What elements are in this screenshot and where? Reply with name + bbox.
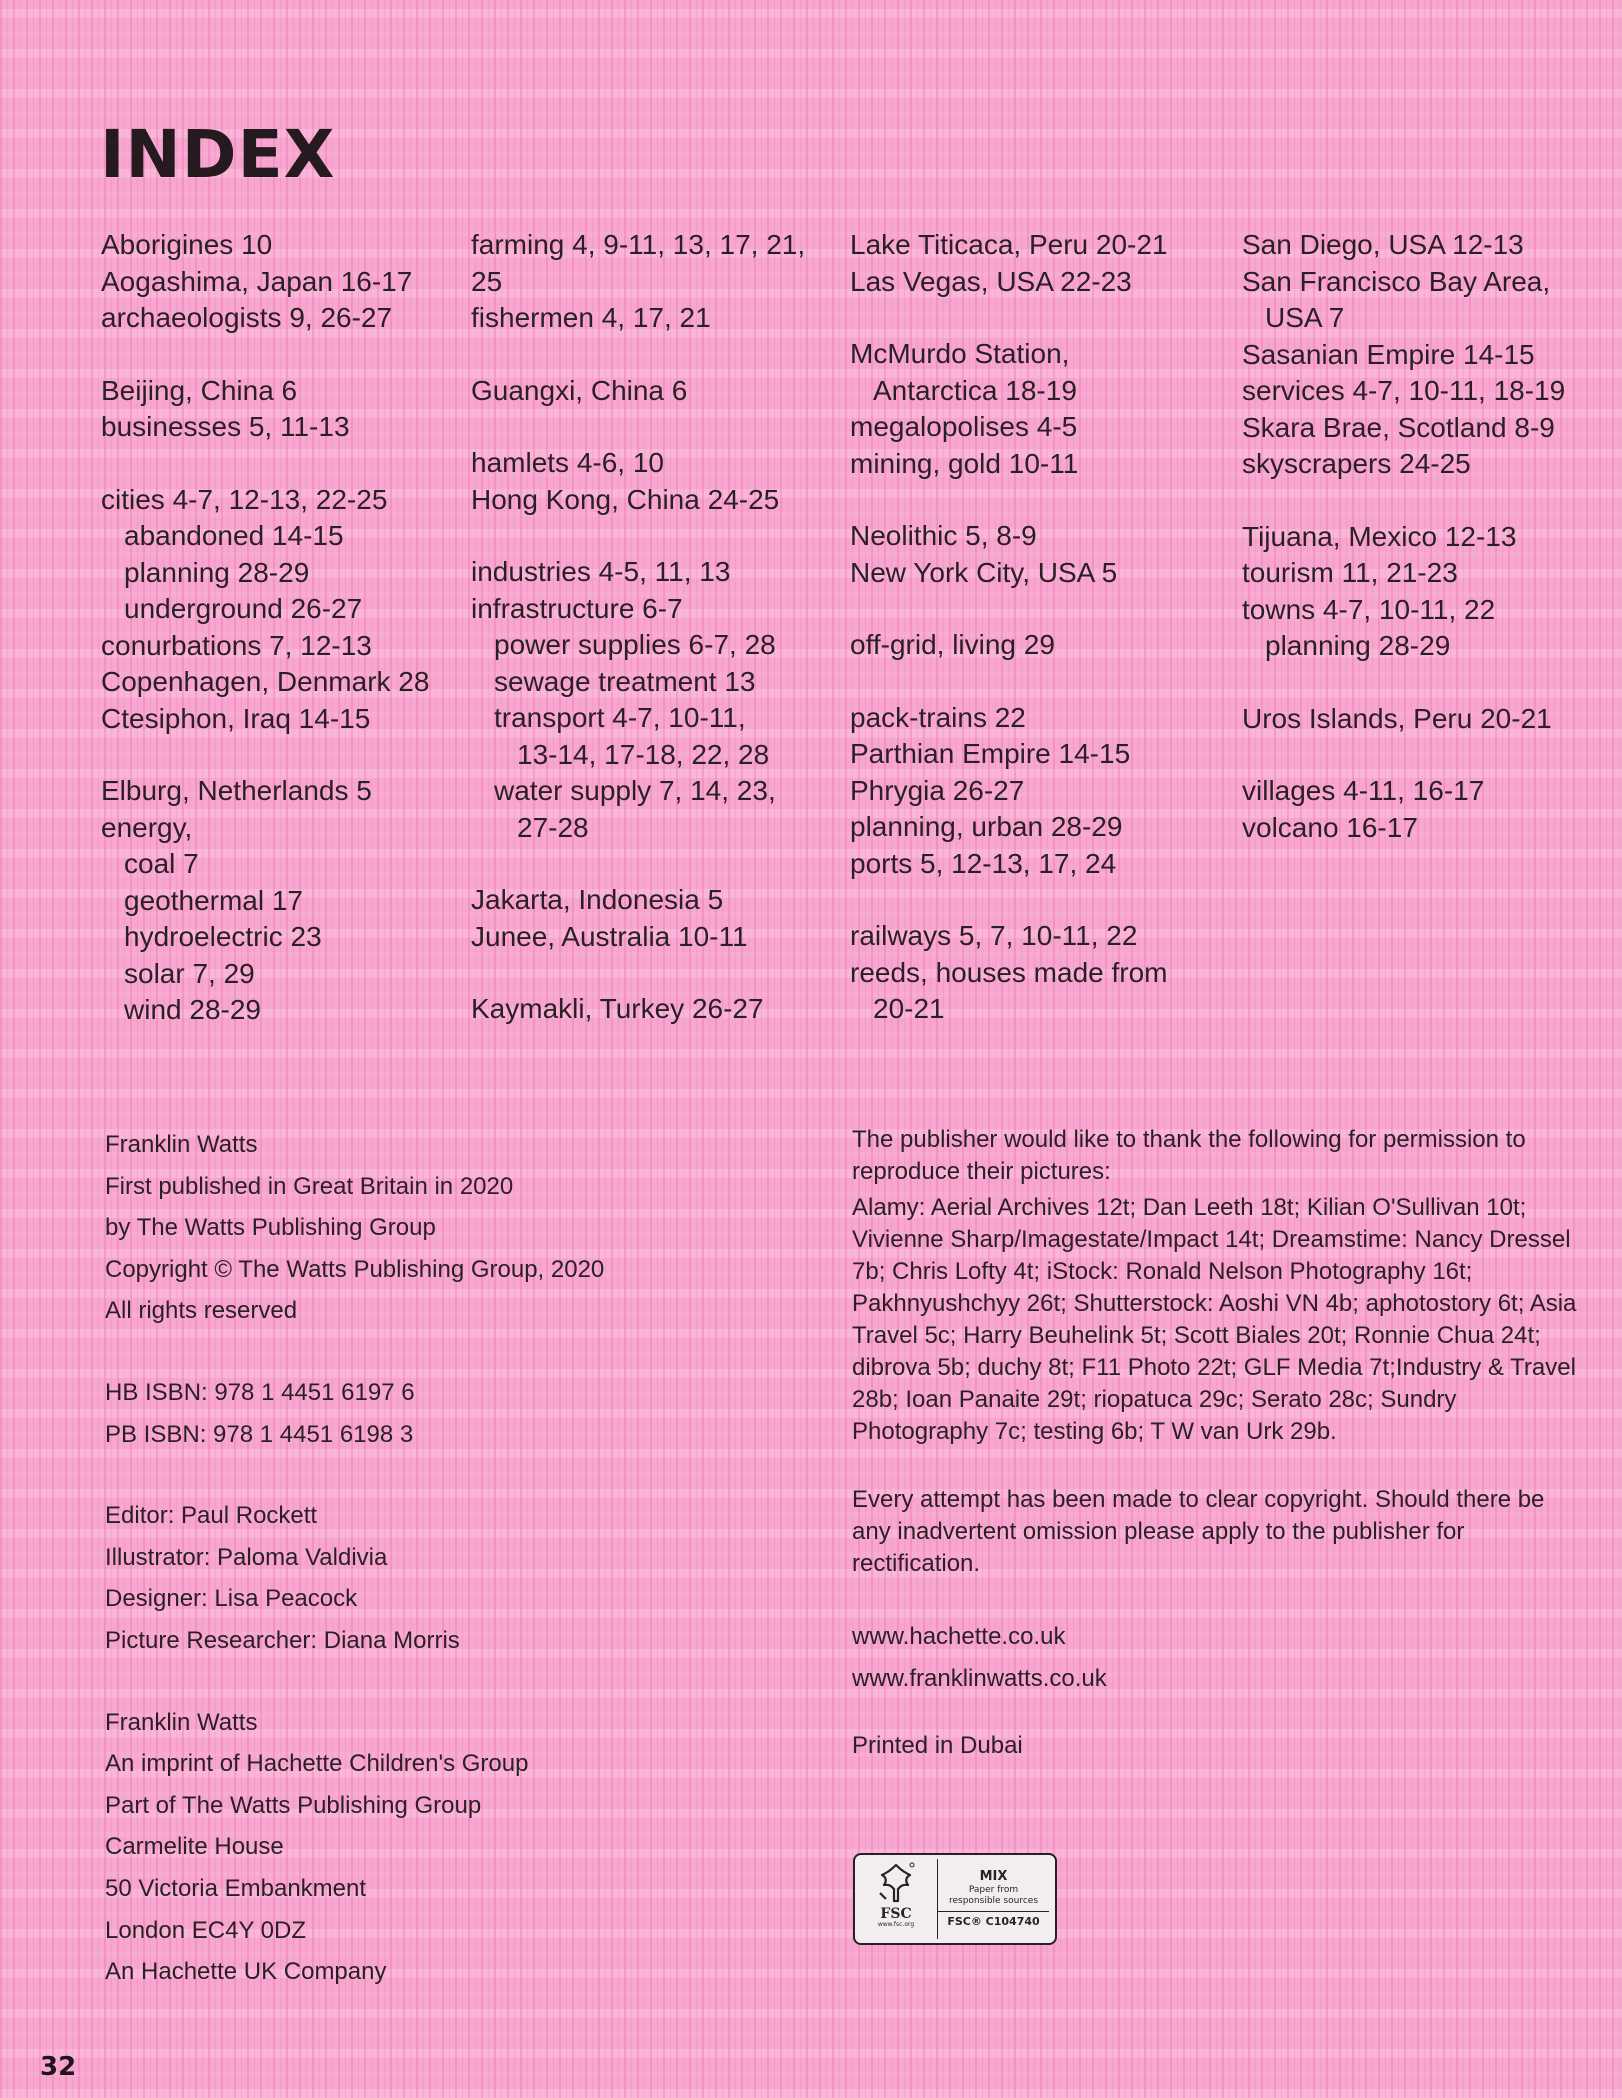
index-subentry: abandoned 14-15 [124,520,344,551]
imprint-line: All rights reserved [105,1297,298,1325]
isbn-info [105,1372,725,1455]
index-entry: hamlets 4-6, 10 [471,447,664,478]
imprint-line: Picture Researcher: Diana Morris [105,1626,460,1654]
index-entry: San Francisco Bay Area, [1242,265,1551,297]
index-entry: planning, urban 28-29 [850,811,1123,842]
index-entry: tourism 11, 21-23 [1242,557,1458,588]
website-link-hachette[interactable]: www.hachette.co.uk [852,1623,1066,1650]
index-column-1 [101,227,461,1029]
index-entry: Beijing, China 6 [101,374,298,406]
imprint-line: Carmelite House [105,1833,284,1861]
index-column-4 [1242,227,1582,846]
index-subentry: power supplies 6-7, 28 [494,629,776,660]
imprint-line: Designer: Lisa Peacock [105,1585,358,1613]
fsc-line-1: Paper from [968,1884,1019,1895]
fsc-label: FSC [880,1906,912,1922]
page-title: INDEX [100,116,336,193]
fsc-mix: MIX [979,1868,1008,1884]
imprint-line: HB ISBN: 978 1 4451 6197 6 [105,1378,415,1406]
index-subentry: USA 7 [1265,302,1345,333]
imprint-line: London EC4Y 0DZ [105,1916,307,1944]
index-entry: Jakarta, Indonesia 5 [471,884,724,915]
credits-intro: The publisher would like to thank the following for permission to reproduce their pictures: [852,1126,1526,1185]
fsc-code: FSC® C104740 [938,1911,1049,1930]
index-entry: Junee, Australia 10-11 [471,920,748,952]
index-subentry: water supply 7, 14, 23, [494,775,776,806]
index-entry: industries 4-5, 11, 13 [471,556,731,587]
staff-credits [105,1495,725,1661]
index-subentry: underground 26-27 [124,593,363,624]
index-entry: Sasanian Empire 14-15 [1242,338,1535,370]
index-entry: Phrygia 26-27 [850,774,1025,806]
index-entry: Kaymakli, Turkey 26-27 [471,993,764,1024]
publication-info [105,1124,725,1332]
index-entry: fishermen 4, 17, 21 [471,302,711,333]
index-subentry: transport 4-7, 10-11, [494,702,746,733]
imprint-line: First published in Great Britain in 2020 [105,1172,514,1200]
index-entry: mining, gold 10-11 [850,447,1079,479]
imprint-line: An imprint of Hachette Children's Group [105,1750,529,1778]
imprint-line: PB ISBN: 978 1 4451 6198 3 [105,1420,414,1448]
fsc-url: www.fsc.org [877,1921,915,1928]
index-entry: villages 4-11, 16-17 [1242,775,1485,806]
index-entry: Skara Brae, Scotland 8-9 [1242,411,1555,443]
index-column-2 [471,227,831,1028]
index-entry: megalopolises 4-5 [850,411,1078,442]
imprint-line: An Hachette UK Company [105,1958,387,1986]
index-entry: businesses 5, 11-13 [101,411,350,442]
index-entry: Guangxi, China 6 [471,374,688,406]
index-subentry: 13-14, 17-18, 22, 28 [517,738,770,770]
index-entry: Ctesiphon, Iraq 14-15 [101,702,371,734]
credits-body: Alamy: Aerial Archives 12t; Dan Leeth 18t; Kilian O'Sullivan 10t; Vivienne Sharp/Imagestate/Impact 14t; Dreamstime: Nancy Dressel 7b; Chris Lofty 4t; iStock: Ronald Nelson Photography 16t; Pakhnyushchyy 26t; Shutterstock: Aoshi VN 4b; aphotostory 6t; Asia Travel 5c; Harry Beuhelink 5t; Scott Biales 20t; Ronnie Chua 24t; dibrova 5b; duchy 8t; F11 Photo 22t; GLF Media 7t;Industry & Travel 28b; Ioan Panaite 29t; riopatuca 29c; Serato 28c; Sundry Photography 7c; testing 6b; T W van Urk 29b. [852,1194,1577,1445]
index-entry: skyscrapers 24-25 [1242,448,1471,479]
index-entry: reeds, houses made from [850,956,1168,988]
index-entry: Aborigines 10 [101,229,273,260]
imprint-line: Copyright © The Watts Publishing Group, 2020 [105,1255,605,1283]
fsc-line-2: responsible sources [948,1895,1039,1906]
imprint-line: Franklin Watts [105,1708,258,1736]
imprint-line: Franklin Watts [105,1131,258,1158]
index-subentry: hydroelectric 23 [124,921,322,952]
imprint-line: 50 Victoria Embankment [105,1874,367,1902]
picture-credits-block [852,1124,1582,1766]
index-subentry: Antarctica 18-19 [873,374,1077,406]
index-entry: Aogashima, Japan 16-17 [101,265,413,297]
index-entry: farming 4, 9-11, 13, 17, 21, 25 [471,229,806,297]
index-entry: San Diego, USA 12-13 [1242,229,1524,260]
imprint-line: Part of The Watts Publishing Group [105,1791,482,1819]
index-entry: ports 5, 12-13, 17, 24 [850,847,1117,879]
index-subentry: solar 7, 29 [124,957,255,989]
fsc-logo [853,1853,1057,1945]
index-entry: Parthian Empire 14-15 [850,738,1131,769]
index-entry: towns 4-7, 10-11, 22 [1242,593,1496,625]
index-entry: Tijuana, Mexico 12-13 [1242,520,1517,552]
index-entry: Las Vegas, USA 22-23 [850,265,1132,297]
index-entry: archaeologists 9, 26-27 [101,302,393,333]
imprint-line: by The Watts Publishing Group [105,1214,436,1242]
index-entry: energy, [101,811,193,843]
index-entry: cities 4-7, 12-13, 22-25 [101,483,388,515]
index-entry: infrastructure 6-7 [471,592,683,624]
websites [852,1616,1582,1700]
index-column-3 [850,227,1210,1028]
page-number: 32 [40,2052,77,2082]
imprint-block [105,1124,725,2033]
index-entry: off-grid, living 29 [850,629,1055,660]
index-subentry: planning 28-29 [124,556,310,588]
index-entry: Uros Islands, Peru 20-21 [1242,702,1552,734]
printed-in: Printed in Dubai [852,1732,1023,1759]
index-subentry: 20-21 [873,993,945,1024]
index-entry: New York City, USA 5 [850,556,1118,588]
index-entry: Hong Kong, China 24-25 [471,483,780,515]
publisher-address [105,1702,725,1993]
index-entry: conurbations 7, 12-13 [101,629,372,661]
index-entry: volcano 16-17 [1242,811,1418,843]
index-subentry: 27-28 [517,811,589,843]
index-entry: services 4-7, 10-11, 18-19 [1242,375,1566,406]
index-subentry: wind 28-29 [124,994,261,1025]
index-entry: Lake Titicaca, Peru 20-21 [850,229,1168,260]
index-entry: Copenhagen, Denmark 28 [101,666,430,697]
index-subentry: planning 28-29 [1265,630,1451,661]
copyright-disclaimer: Every attempt has been made to clear copyright. Should there be any inadvertent omission please apply to the publisher for rectification. [852,1486,1545,1577]
index-entry: McMurdo Station, [850,338,1070,369]
imprint-line: Illustrator: Paloma Valdivia [105,1543,388,1571]
fsc-tree-icon [872,1859,920,1907]
index-entry: Elburg, Netherlands 5 [101,775,372,806]
index-entry: pack-trains 22 [850,701,1026,733]
index-subentry: sewage treatment 13 [494,665,756,697]
index-subentry: coal 7 [124,848,199,879]
website-link-franklinwatts[interactable]: www.franklinwatts.co.uk [852,1665,1107,1692]
imprint-line: Editor: Paul Rockett [105,1502,318,1530]
index-subentry: geothermal 17 [124,884,304,916]
index-entry: Neolithic 5, 8-9 [850,520,1037,551]
index-entry: railways 5, 7, 10-11, 22 [850,920,1138,951]
